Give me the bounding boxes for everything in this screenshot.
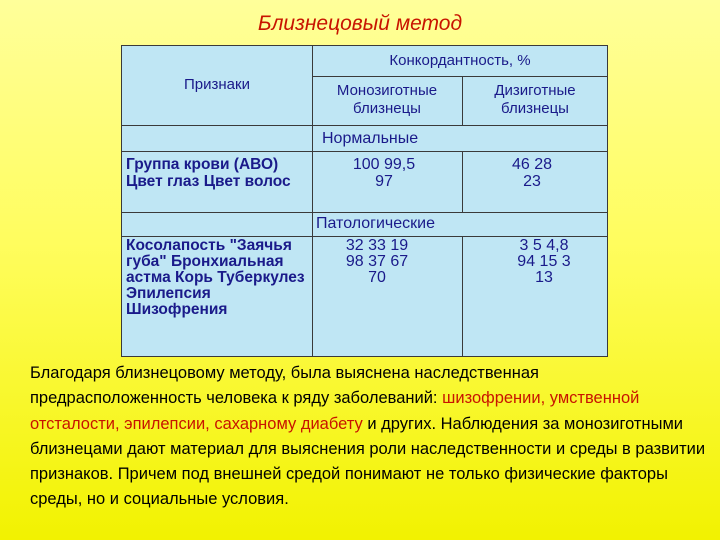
di-value: 46 xyxy=(511,156,530,173)
mono-value: 32 xyxy=(345,237,364,254)
mono-value: 67 xyxy=(390,252,409,270)
mono-value: 37 xyxy=(368,252,386,270)
concordance-table xyxy=(121,45,608,357)
row-name: Косолапость xyxy=(126,237,226,254)
header-mono: Монозиготные близнецы xyxy=(336,82,438,117)
row-name: Цвет глаз xyxy=(126,173,200,191)
mono-value: 19 xyxy=(390,237,409,254)
di-value: 94 xyxy=(517,252,536,270)
row-divider-header xyxy=(312,76,608,77)
di-value: 23 xyxy=(523,173,541,191)
normal-di-values xyxy=(502,156,562,190)
mono-value: 100 xyxy=(352,156,380,173)
description-paragraph xyxy=(30,361,710,513)
row-name: Шизофрения xyxy=(126,300,228,318)
col-divider-1 xyxy=(312,46,313,356)
row-name: Цвет волос xyxy=(203,173,291,191)
row-name: Группа крови (АВО) xyxy=(126,156,279,173)
normal-names xyxy=(126,156,312,190)
section-pathological: Патологические xyxy=(316,215,435,232)
di-value: 28 xyxy=(534,156,553,173)
di-value: 15 xyxy=(539,252,558,270)
paragraph-text-2: и других. Наблюдения за монозиготными близнецами дают материал для выяснения роли наследственности и среды в развитии признаков. Причем под внешней средой понимают не только физические факторы среды, но и социальные условия. xyxy=(30,414,706,509)
diseases-highlight: шизофрении, умственной отсталости, эпилепсии, сахарному диабету xyxy=(30,389,640,433)
di-value: 13 xyxy=(535,268,553,286)
paragraph-text-1: Благодаря близнецовому методу, была выяснена наследственная предрасположенность человека к ряду заболеваний: xyxy=(30,364,539,408)
row-name: Корь xyxy=(175,268,213,286)
section-normal: Нормальные xyxy=(322,130,419,147)
mono-value: 97 xyxy=(375,173,393,191)
header-concordance: Конкордантность, % xyxy=(389,52,531,69)
mono-value: 98 xyxy=(345,252,364,270)
slide-title: Близнецовый метод xyxy=(257,12,463,35)
row-divider-normal xyxy=(122,151,608,152)
di-value: 3 xyxy=(519,237,529,254)
mono-value: 70 xyxy=(368,268,386,286)
row-name: "Заячья губа" xyxy=(126,237,292,270)
di-value: 4,8 xyxy=(546,237,569,254)
col-divider-2-bottom xyxy=(462,237,463,357)
row-name: Туберкулез xyxy=(217,268,305,286)
mono-value: 99,5 xyxy=(384,156,416,173)
col-divider-2-top xyxy=(462,77,463,125)
row-name: Эпилепсия xyxy=(126,284,211,302)
mono-value: 33 xyxy=(368,237,386,254)
pathological-mono-values xyxy=(342,238,412,286)
row-name: Бронхиальная астма xyxy=(126,252,284,286)
row-divider-mid xyxy=(122,212,608,213)
header-di: Дизиготные близнецы xyxy=(494,82,576,117)
col-divider-2-mid xyxy=(462,152,463,212)
di-value: 3 xyxy=(561,252,571,270)
pathological-names xyxy=(126,238,312,318)
normal-mono-values xyxy=(344,156,424,190)
di-value: 5 xyxy=(532,237,542,254)
header-signs: Признаки xyxy=(184,76,250,93)
pathological-di-values xyxy=(514,238,574,286)
row-divider-header-bottom xyxy=(122,125,608,126)
